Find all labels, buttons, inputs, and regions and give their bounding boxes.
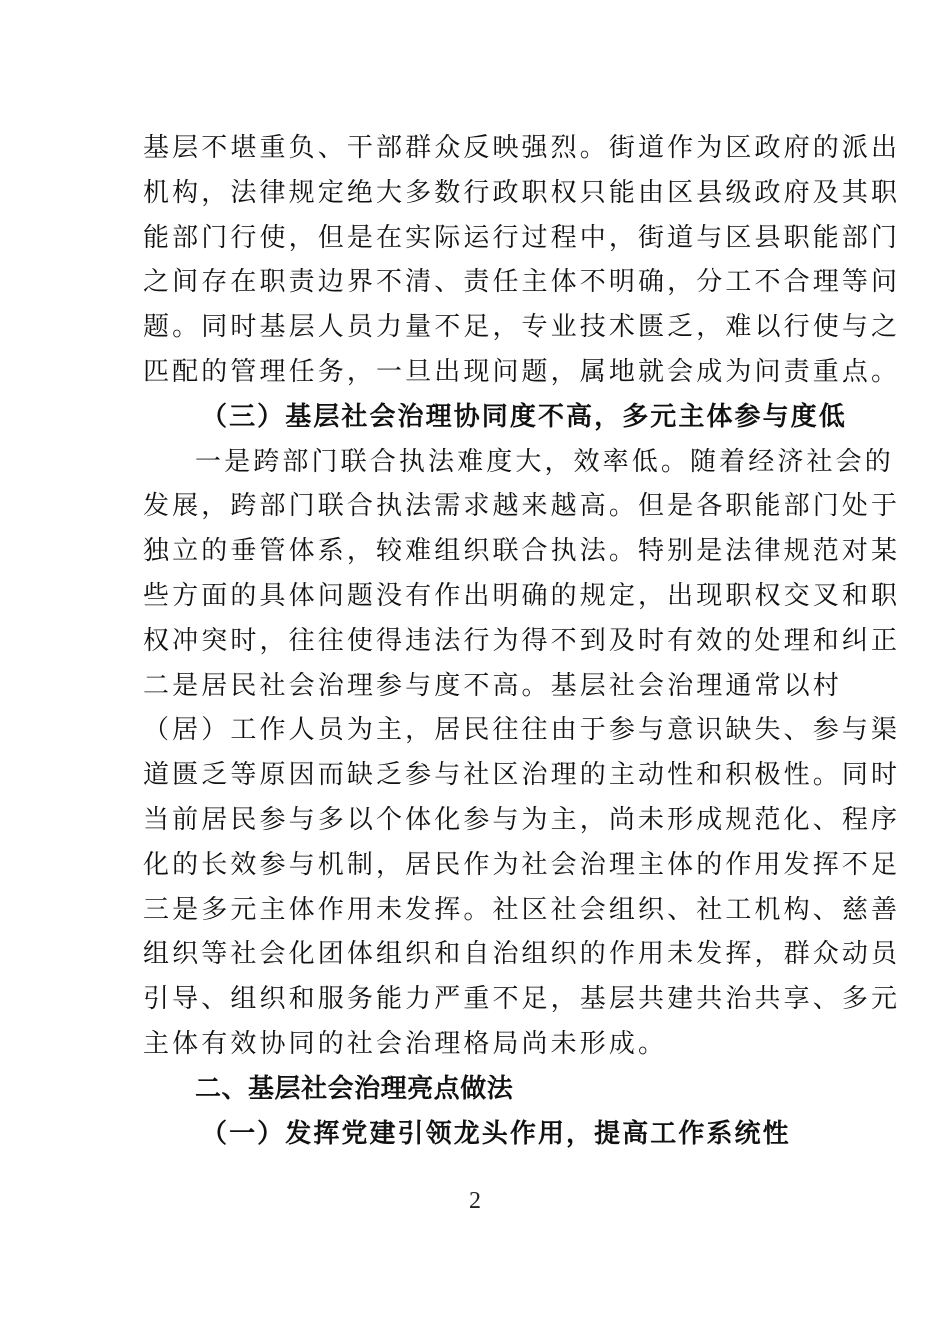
subsection-heading-1: （一）发挥党建引领龙头作用，提高工作系统性	[201, 1118, 791, 1149]
paragraph-line: 组织等社会化团体组织和自治组织的作用未发挥，群众动员	[143, 939, 901, 970]
paragraph-line: 些方面的具体问题没有作出明确的规定，出现职权交叉和职	[143, 580, 901, 611]
paragraph-line: 道匮乏等原因而缺乏参与社区治理的主动性和积极性。同时	[143, 760, 901, 791]
body-text	[143, 126, 901, 1156]
paragraph-line: 当前居民参与多以个体化参与为主，尚未形成规范化、程序	[143, 804, 901, 835]
page-number: 2	[469, 1188, 481, 1214]
subsection-heading-3: （三）基层社会治理协同度不高，多元主体参与度低	[201, 401, 847, 432]
paragraph-line: 独立的垂管体系，较难组织联合执法。特别是法律规范对某	[143, 536, 901, 567]
paragraph-line: （居）工作人员为主，居民往往由于参与意识缺失、参与渠	[143, 715, 901, 746]
section-heading-2: 二、基层社会治理亮点做法	[195, 1073, 514, 1104]
paragraph-line: 三是多元主体作用未发挥。社区社会组织、社工机构、慈善	[143, 894, 901, 925]
paragraph-line: 能部门行使，但是在实际运行过程中，街道与区县职能部门	[143, 222, 901, 253]
paragraph-line: 机构，法律规定绝大多数行政职权只能由区县级政府及其职	[143, 177, 901, 208]
paragraph-line: 匹配的管理任务，一旦出现问题，属地就会成为问责重点。	[143, 356, 901, 387]
paragraph-line: 二是居民社会治理参与度不高。基层社会治理通常以村	[143, 670, 842, 701]
paragraph-line: 引导、组织和服务能力严重不足，基层共建共治共享、多元	[143, 984, 901, 1015]
paragraph-line: 基层不堪重负、干部群众反映强烈。街道作为区政府的派出	[143, 133, 901, 163]
paragraph-line: 主体有效协同的社会治理格局尚未形成。	[143, 1028, 668, 1059]
paragraph-line: 之间存在职责边界不清、责任主体不明确，分工不合理等问	[143, 267, 901, 298]
paragraph-line: 发展，跨部门联合执法需求越来越高。但是各职能部门处于	[143, 491, 901, 522]
paragraph-line: 一是跨部门联合执法难度大，效率低。随着经济社会的	[195, 446, 894, 477]
paragraph-line: 化的长效参与机制，居民作为社会治理主体的作用发挥不足	[143, 849, 901, 880]
paragraph-line: 权冲突时，往往使得违法行为得不到及时有效的处理和纠正	[143, 625, 901, 656]
paragraph-line: 题。同时基层人员力量不足，专业技术匮乏，难以行使与之	[143, 312, 901, 343]
